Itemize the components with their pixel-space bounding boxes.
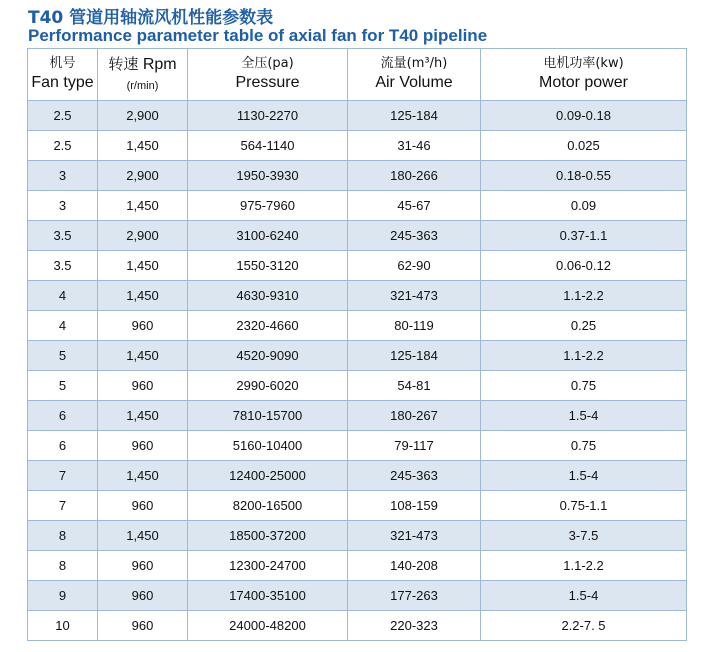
cell-air-volume: 125-184 <box>348 101 481 131</box>
header-row <box>28 49 687 101</box>
cell-motor-power: 0.75 <box>481 431 687 461</box>
cell-pressure: 17400-35100 <box>188 581 348 611</box>
fan-parameter-table <box>27 48 687 641</box>
cell-rpm: 2,900 <box>98 221 188 251</box>
cell-pressure: 8200-16500 <box>188 491 348 521</box>
cell-rpm: 2,900 <box>98 161 188 191</box>
cell-pressure: 1130-2270 <box>188 101 348 131</box>
cell-motor-power: 0.09-0.18 <box>481 101 687 131</box>
cell-rpm: 960 <box>98 371 188 401</box>
cell-motor-power: 1.5-4 <box>481 401 687 431</box>
cell-fan-type: 5 <box>28 371 98 401</box>
cell-motor-power: 0.18-0.55 <box>481 161 687 191</box>
cell-pressure: 2320-4660 <box>188 311 348 341</box>
cell-rpm: 960 <box>98 611 188 641</box>
cell-pressure: 12400-25000 <box>188 461 348 491</box>
cell-rpm: 1,450 <box>98 131 188 161</box>
cell-rpm: 1,450 <box>98 461 188 491</box>
cell-motor-power: 0.75-1.1 <box>481 491 687 521</box>
cell-fan-type: 3.5 <box>28 251 98 281</box>
cell-air-volume: 125-184 <box>348 341 481 371</box>
cell-air-volume: 31-46 <box>348 131 481 161</box>
cell-air-volume: 140-208 <box>348 551 481 581</box>
cell-fan-type: 4 <box>28 311 98 341</box>
cell-pressure: 2990-6020 <box>188 371 348 401</box>
cell-air-volume: 180-267 <box>348 401 481 431</box>
cell-fan-type: 8 <box>28 521 98 551</box>
header-fan-type <box>28 49 98 101</box>
cell-fan-type: 10 <box>28 611 98 641</box>
cell-air-volume: 321-473 <box>348 521 481 551</box>
cell-air-volume: 108-159 <box>348 491 481 521</box>
cell-fan-type: 6 <box>28 431 98 461</box>
cell-pressure: 4630-9310 <box>188 281 348 311</box>
table-row <box>28 341 687 371</box>
cell-fan-type: 7 <box>28 461 98 491</box>
cell-fan-type: 9 <box>28 581 98 611</box>
cell-rpm: 1,450 <box>98 521 188 551</box>
table-body <box>28 101 687 641</box>
table-row <box>28 551 687 581</box>
header-pressure-cn: 全压(pa) <box>241 56 294 71</box>
cell-rpm: 960 <box>98 431 188 461</box>
table-row <box>28 251 687 281</box>
table-row <box>28 401 687 431</box>
cell-fan-type: 3.5 <box>28 221 98 251</box>
table-row <box>28 431 687 461</box>
cell-rpm: 960 <box>98 311 188 341</box>
cell-rpm: 960 <box>98 581 188 611</box>
cell-air-volume: 45-67 <box>348 191 481 221</box>
cell-motor-power: 1.5-4 <box>481 461 687 491</box>
cell-pressure: 564-1140 <box>188 131 348 161</box>
cell-motor-power: 0.06-0.12 <box>481 251 687 281</box>
cell-fan-type: 6 <box>28 401 98 431</box>
cell-pressure: 24000-48200 <box>188 611 348 641</box>
table-row <box>28 281 687 311</box>
cell-rpm: 1,450 <box>98 191 188 221</box>
cell-air-volume: 177-263 <box>348 581 481 611</box>
table-row <box>28 101 687 131</box>
header-air-volume-cn: 流量(m³/h) <box>380 56 448 71</box>
cell-rpm: 960 <box>98 491 188 521</box>
header-rpm-unit: (r/min) <box>126 79 159 92</box>
table-row <box>28 191 687 221</box>
header-pressure <box>188 49 348 101</box>
cell-rpm: 1,450 <box>98 341 188 371</box>
cell-rpm: 1,450 <box>98 401 188 431</box>
cell-fan-type: 5 <box>28 341 98 371</box>
cell-rpm: 1,450 <box>98 251 188 281</box>
cell-rpm: 2,900 <box>98 101 188 131</box>
header-air-volume-en: Air Volume <box>375 74 453 91</box>
cell-motor-power: 1.1-2.2 <box>481 341 687 371</box>
cell-air-volume: 245-363 <box>348 221 481 251</box>
table-row <box>28 131 687 161</box>
cell-pressure: 4520-9090 <box>188 341 348 371</box>
cell-motor-power: 0.37-1.1 <box>481 221 687 251</box>
header-motor-power <box>481 49 687 101</box>
cell-motor-power: 0.75 <box>481 371 687 401</box>
cell-pressure: 5160-10400 <box>188 431 348 461</box>
header-rpm-label: 转速 Rpm <box>108 54 177 73</box>
cell-fan-type: 2.5 <box>28 131 98 161</box>
table-row <box>28 611 687 641</box>
table-row <box>28 581 687 611</box>
header-fan-type-cn: 机号 <box>49 56 76 71</box>
header-rpm <box>98 49 188 101</box>
table-row <box>28 311 687 341</box>
cell-motor-power: 0.025 <box>481 131 687 161</box>
cell-pressure: 12300-24700 <box>188 551 348 581</box>
cell-fan-type: 2.5 <box>28 101 98 131</box>
header-air-volume <box>348 49 481 101</box>
cell-air-volume: 180-266 <box>348 161 481 191</box>
cell-fan-type: 4 <box>28 281 98 311</box>
cell-fan-type: 3 <box>28 161 98 191</box>
cell-pressure: 3100-6240 <box>188 221 348 251</box>
table-row <box>28 491 687 521</box>
cell-air-volume: 321-473 <box>348 281 481 311</box>
cell-air-volume: 245-363 <box>348 461 481 491</box>
header-motor-power-cn: 电机功率(kw) <box>543 56 624 71</box>
title-chinese: T40 管道用轴流风机性能参数表 <box>28 8 274 28</box>
cell-fan-type: 8 <box>28 551 98 581</box>
cell-motor-power: 3-7.5 <box>481 521 687 551</box>
header-fan-type-en: Fan type <box>31 74 94 91</box>
table-row <box>28 521 687 551</box>
header-pressure-en: Pressure <box>235 74 300 91</box>
cell-pressure: 18500-37200 <box>188 521 348 551</box>
cell-rpm: 1,450 <box>98 281 188 311</box>
cell-air-volume: 220-323 <box>348 611 481 641</box>
cell-motor-power: 1.1-2.2 <box>481 281 687 311</box>
cell-fan-type: 7 <box>28 491 98 521</box>
cell-motor-power: 0.25 <box>481 311 687 341</box>
table-row <box>28 461 687 491</box>
cell-air-volume: 79-117 <box>348 431 481 461</box>
table-row <box>28 221 687 251</box>
cell-pressure: 1950-3930 <box>188 161 348 191</box>
cell-pressure: 975-7960 <box>188 191 348 221</box>
cell-fan-type: 3 <box>28 191 98 221</box>
title-english: Performance parameter table of axial fan for T40 pipeline <box>28 26 488 45</box>
cell-air-volume: 62-90 <box>348 251 481 281</box>
header-motor-power-en: Motor power <box>539 74 628 91</box>
cell-motor-power: 2.2-7. 5 <box>481 611 687 641</box>
table-row <box>28 161 687 191</box>
cell-motor-power: 0.09 <box>481 191 687 221</box>
cell-motor-power: 1.1-2.2 <box>481 551 687 581</box>
cell-pressure: 1550-3120 <box>188 251 348 281</box>
cell-air-volume: 54-81 <box>348 371 481 401</box>
cell-rpm: 960 <box>98 551 188 581</box>
cell-pressure: 7810-15700 <box>188 401 348 431</box>
cell-motor-power: 1.5-4 <box>481 581 687 611</box>
table-row <box>28 371 687 401</box>
cell-air-volume: 80-119 <box>348 311 481 341</box>
